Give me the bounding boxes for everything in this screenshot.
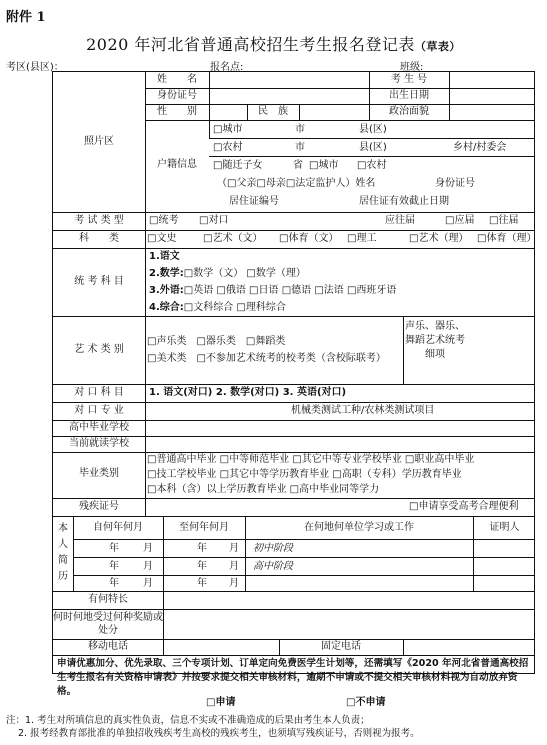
resume-r1-where: 初中阶段: [253, 543, 293, 554]
birth-label: 出生日期: [389, 90, 429, 101]
residence-label: 居住证编号: [229, 196, 279, 207]
fixed-phone-input[interactable]: [403, 640, 536, 655]
exam-vocational[interactable]: □ 对口: [199, 215, 228, 227]
resume-side-label: 本 人 简 历: [58, 523, 68, 582]
voc-major-text: 机械类测试工种/农林类测试项目: [291, 405, 435, 416]
voc-subjects-label: 对 口 科 目: [74, 387, 124, 398]
unified-chinese: 1.语文: [149, 251, 180, 262]
name-input[interactable]: [209, 73, 369, 88]
disability-apply[interactable]: □ 申请享受高考合理便利: [409, 501, 518, 513]
huji-rural-shi: 市: [295, 142, 305, 153]
political-label: 政治面貌: [389, 106, 429, 117]
huji-label: 户籍信息: [157, 159, 197, 170]
title-text: 2020 年河北省普通高校招生考生报名登记表: [86, 35, 415, 54]
subject-art-li[interactable]: □ 艺术（理）: [409, 233, 468, 245]
resume-r2-end-month: 月: [229, 561, 239, 572]
gt-equivalent[interactable]: [290, 484, 299, 495]
resume-r2-start-month: 月: [143, 561, 153, 572]
resume-r3-end-month: 月: [229, 578, 239, 589]
resume-r1-start-year: 年: [109, 543, 119, 554]
grad-type-row3: □ 本科（含）以上学历教育毕业 □ 高中毕业同等学力: [147, 484, 379, 496]
resume-r3-start-month: 月: [143, 578, 153, 589]
awards-label: 何时何地受过何种奖励或处分: [53, 612, 163, 636]
resume-witness-header: 证明人: [489, 522, 520, 533]
huji-city-xian: 县(区): [359, 124, 387, 135]
subline: [6, 58, 541, 72]
voc-subjects-text: 1. 语文(对口) 2. 数学(对口) 3. 英语(对口): [149, 387, 347, 398]
class-field[interactable]: 班级:: [400, 62, 424, 73]
grad-type-row1: □ 普通高中毕业 □ 中等师范毕业 □ 其它中等专业学校毕业 □ 职业高中毕业: [147, 454, 474, 466]
no-apply-option[interactable]: □ 不申请: [346, 697, 385, 709]
note-1: 注：1. 考生对所填信息的真实性负责，信息不实或不准确造成的后果由考生本人负责；: [6, 715, 370, 726]
skills-label: 有何特长: [88, 594, 128, 605]
resume-r3-start-year: 年: [109, 578, 119, 589]
district-field[interactable]: 考区(县区)：: [6, 62, 64, 73]
gt-vocational[interactable]: [405, 454, 414, 465]
art-row1: □ 声乐类 □ 器乐类 □ 舞蹈类: [147, 336, 285, 348]
ethnic-label: 民 族: [258, 106, 288, 117]
huji-accompany[interactable]: □ 随迁子女: [213, 160, 262, 172]
lang-russian[interactable]: [216, 285, 225, 296]
subject-label: 科 类: [79, 233, 119, 244]
disability-label: 残疾证号: [79, 501, 119, 512]
huji-city[interactable]: □ 城市: [213, 124, 242, 136]
exam-type-label: 考 试 类 型: [74, 215, 124, 226]
subject-wenshi[interactable]: □ 文史: [147, 233, 176, 245]
resume-start-header: 自何年何月: [93, 522, 143, 533]
grad-type-row2: □ 技工学校毕业 □ 其它中等学历教育毕业 □ 高职（专科）学历教育毕业: [147, 469, 462, 481]
name-label: 姓 名: [157, 74, 197, 85]
exam-no-label: 考 生 号: [390, 74, 428, 85]
guardian-checkbox[interactable]: [286, 178, 295, 189]
lang-french[interactable]: [314, 285, 323, 296]
art-school-exam[interactable]: [196, 353, 205, 364]
residence-date-label: 居住证有效截止日期: [359, 196, 449, 207]
voc-major-label: 对 口 专 业: [74, 405, 124, 416]
gender-label: 性 别: [157, 106, 197, 117]
lang-english[interactable]: [184, 285, 193, 296]
mobile-label: 移动电话: [88, 641, 128, 652]
huji-rural[interactable]: □ 农村: [213, 142, 242, 154]
resume-r2-end-year: 年: [197, 561, 207, 572]
photo-area[interactable]: 照片区: [84, 136, 114, 147]
gt-normal[interactable]: [220, 454, 229, 465]
title-note: （草表）: [414, 40, 461, 53]
apply-option[interactable]: □ 申请: [206, 697, 235, 709]
unified-math-row: 2.数学:□ 数学（文） □ 数学（理）: [149, 268, 306, 280]
idno-input[interactable]: [209, 89, 369, 104]
grad-school-label: 高中毕业学校: [69, 422, 129, 433]
math-li-checkbox[interactable]: [246, 268, 255, 279]
current-school-label: 当前就读学校: [69, 438, 129, 449]
resume-where-header: 在何地何单位学习或工作: [304, 522, 414, 533]
huji-rural-xiang: 乡村/村委会: [453, 142, 507, 153]
gt-secondary[interactable]: [292, 454, 301, 465]
grad-type-label: 毕业类别: [79, 468, 119, 479]
art-label: 艺 术 类 别: [74, 344, 124, 355]
note-2: 2. 报考经教育部批准的单独招收残疾考生高校的残疾考生，也须填写残疾证号，否则视为报考。: [18, 728, 420, 739]
unified-comp-row: 4.综合:□ 文科综合 □ 理科综合: [149, 302, 286, 314]
mother-checkbox[interactable]: [256, 178, 265, 189]
fixed-phone-label: 固定电话: [321, 641, 361, 652]
art-row2: □ 美术类 □ 不参加艺术统考的校考类（含校际联考）: [147, 353, 386, 365]
art-dance[interactable]: [246, 336, 255, 347]
huji-parent-row: （□ 父亲□ 母亲□ 法定监护人）姓名: [217, 178, 375, 190]
math-wen-checkbox[interactable]: [184, 268, 193, 279]
art-instrument[interactable]: [196, 336, 205, 347]
declaration-text: 申请优惠加分、优先录取、三个专项计划、订单定向免费医学生计划等，还需填写《2020 年河北省普通高校招生考生报名有关资格申请表》并按要求提交相关审核材料，逾期不申请或不提交相关审核材料视为自动放弃资格。: [57, 658, 529, 697]
exam-no-input[interactable]: [449, 73, 536, 88]
guardian-id-label: 身份证号: [435, 178, 475, 189]
unified-subjects-label: 统 考 科 目: [74, 276, 124, 287]
huji-acc-rural[interactable]: □ 农村: [357, 160, 386, 172]
huji-city-shi: 市: [295, 124, 305, 135]
resume-r2-where: 高中阶段: [253, 561, 293, 572]
resume-r1-end-year: 年: [197, 543, 207, 554]
huji-acc-city[interactable]: □ 城市: [309, 160, 338, 172]
mobile-input[interactable]: [163, 640, 279, 655]
exam-unified[interactable]: □ 统考: [149, 215, 178, 227]
resume-r2-start-year: 年: [109, 561, 119, 572]
huji-acc-sheng: 省: [293, 160, 303, 171]
grad-current[interactable]: □ 应届: [445, 215, 474, 227]
subject-art-wen[interactable]: □ 艺术（文）: [203, 233, 262, 245]
subject-ligong[interactable]: □ 理工: [347, 233, 376, 245]
resume-r1-end-month: 月: [229, 543, 239, 554]
huji-rural-xian: 县(区): [359, 142, 387, 153]
grad-status-label: 应往届: [385, 215, 415, 226]
comp-wen-checkbox[interactable]: [184, 302, 193, 313]
grad-previous[interactable]: □ 往届: [489, 215, 518, 227]
resume-end-header: 至何年何月: [179, 522, 229, 533]
idno-label: 身份证号: [157, 90, 197, 101]
art-detail-label: 声乐、器乐、舞蹈艺术统考细项: [405, 321, 465, 360]
comp-li-checkbox[interactable]: [236, 302, 245, 313]
gt-other-secondary[interactable]: [220, 469, 229, 480]
notes: [6, 714, 541, 740]
site-field[interactable]: 报名点:: [210, 62, 244, 73]
resume-r1-start-month: 月: [143, 543, 153, 554]
lang-spanish[interactable]: [347, 285, 356, 296]
annex-label: 附件 1: [6, 10, 46, 25]
lang-german[interactable]: [282, 285, 291, 296]
resume-r3-end-year: 年: [197, 578, 207, 589]
subject-pe-li[interactable]: □ 体育（理）: [477, 233, 536, 245]
subject-pe-wen[interactable]: □ 体育（文）: [279, 233, 338, 245]
lang-japanese[interactable]: [249, 285, 258, 296]
form-table: [52, 71, 537, 697]
form-title: [0, 32, 547, 55]
gt-higher-vocational[interactable]: [332, 469, 341, 480]
unified-lang-row: 3.外语:□ 英语 □ 俄语 □ 日语 □ 德语 □ 法语 □ 西班牙语: [149, 285, 396, 297]
